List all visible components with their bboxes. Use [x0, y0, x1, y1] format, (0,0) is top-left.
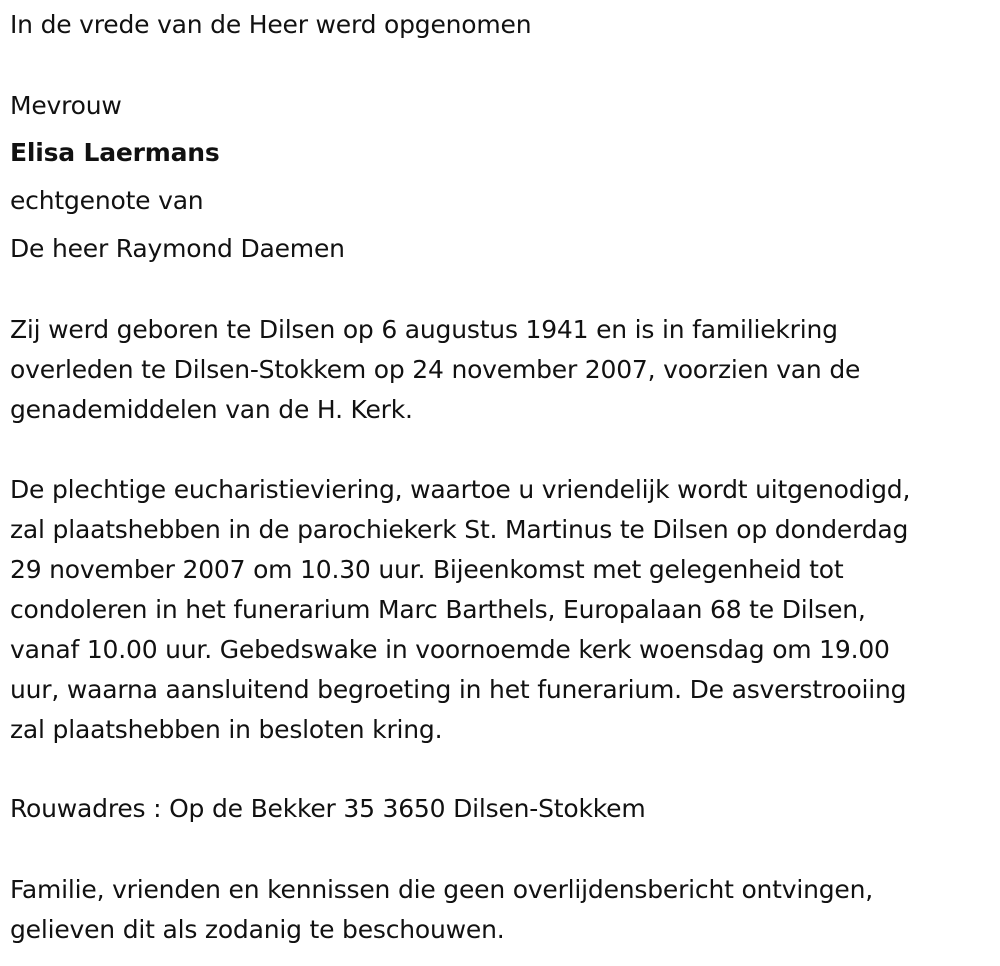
paragraph-line: condoleren in het funerarium Marc Barthels, Europalaan 68 te Dilsen, [10, 595, 866, 624]
deceased-name: Elisa Laermans [10, 138, 220, 167]
paragraph-line: uur, waarna aansluitend begroeting in het funerarium. De asverstrooiing [10, 675, 907, 704]
paragraph-line: 29 november 2007 om 10.30 uur. Bijeenkomst met gelegenheid tot [10, 555, 844, 584]
paragraph-line: genademiddelen van de H. Kerk. [10, 395, 413, 424]
paragraph-line: vanaf 10.00 uur. Gebedswake in voornoemde kerk woensdag om 19.00 [10, 635, 890, 664]
birth-death-paragraph [10, 310, 995, 430]
paragraph-line: zal plaatshebben in de parochiekerk St. Martinus te Dilsen op donderdag [10, 515, 909, 544]
paragraph-line: De plechtige eucharistieviering, waartoe u vriendelijk wordt uitgenodigd, [10, 475, 911, 504]
closing-paragraph [10, 870, 995, 950]
paragraph-line: gelieven dit als zodanig te beschouwen. [10, 915, 505, 944]
spouse-name: De heer Raymond Daemen [10, 234, 345, 263]
paragraph-line: zal plaatshebben in besloten kring. [10, 715, 443, 744]
ceremony-paragraph [10, 470, 995, 750]
paragraph-line: Familie, vrienden en kennissen die geen overlijdensbericht ontvingen, [10, 875, 874, 904]
salutation: Mevrouw [10, 91, 122, 120]
relation-text: echtgenote van [10, 186, 204, 215]
paragraph-line: overleden te Dilsen-Stokkem op 24 november 2007, voorzien van de [10, 355, 861, 384]
mourning-address: Rouwadres : Op de Bekker 35 3650 Dilsen-Stokkem [10, 794, 646, 823]
paragraph-line: Zij werd geboren te Dilsen op 6 augustus 1941 en is in familiekring [10, 315, 838, 344]
intro-line: In de vrede van de Heer werd opgenomen [10, 10, 532, 39]
